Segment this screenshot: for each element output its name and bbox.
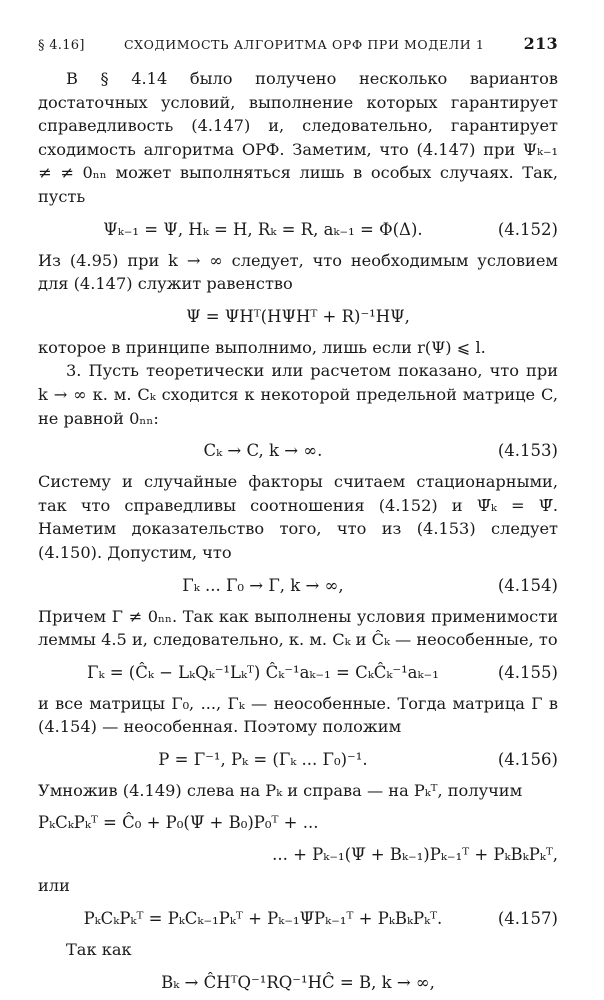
equation-expression: Cₖ → C, k → ∞. [203, 441, 323, 461]
paragraph: или [38, 876, 70, 896]
page-number: 213 [523, 34, 558, 53]
equation-4-153 [38, 440, 558, 462]
equation-number: (4.154) [497, 575, 558, 595]
equation-expression: PₖCₖPₖᵀ = PₖCₖ₋₁Pₖᵀ + Pₖ₋₁Ψ̅Pₖ₋₁ᵀ + PₖBₖPₖᵀ. [83, 909, 443, 929]
equation-expression: P = Γ⁻¹, Pₖ = (Γₖ ... Γ₀)⁻¹. [158, 749, 368, 769]
equation-expression: PₖCₖPₖᵀ = Ĉ₀ + P₀(Ψ̅ + B₀)P₀ᵀ + ... [38, 813, 319, 833]
equation-number: (4.153) [497, 441, 558, 461]
equation-expression: Ψ = ΨHᵀ(HΨHᵀ + R)⁻¹HΨ, [186, 306, 410, 326]
equation-4-152 [38, 219, 558, 241]
equation-limit-b [38, 972, 558, 994]
equation-number: (4.157) [497, 909, 558, 929]
equation-number: (4.156) [497, 749, 558, 769]
equation-expression: Γₖ ... Γ₀ → Γ, k → ∞, [182, 575, 344, 595]
paragraph: Причем Γ ≠ 0ₙₙ. Так как выполнены условия применимости леммы 4.5 и, следовательно, к. м. Cₖ и Ĉₖ — неособенные, то [38, 606, 558, 650]
running-header [38, 34, 558, 53]
equation-4-157 [38, 908, 558, 930]
running-title: СХОДИМОСТЬ АЛГОРИТМА ОРФ ПРИ МОДЕЛИ 1 [124, 37, 485, 52]
equation-4-155 [38, 662, 558, 684]
equation-number: (4.155) [497, 662, 558, 682]
equation-psi [38, 306, 558, 328]
paragraph: и все матрицы Γ₀, ..., Γₖ — неособенные. Тогда матрица Γ в (4.154) — неособенная. Поэтому положим [38, 693, 558, 737]
equation-expression: Ψₖ₋₁ = Ψ, Hₖ = H, Rₖ = R, aₖ₋₁ = Φ(Δ). [103, 219, 423, 239]
equation-expression: ... + Pₖ₋₁(Ψ̅ + Bₖ₋₁)Pₖ₋₁ᵀ + PₖBₖPₖᵀ, [272, 845, 558, 865]
equation-expression: Bₖ → ĈHᵀQ⁻¹RQ⁻¹HĈ = B, k → ∞, [161, 972, 435, 992]
equation-long-line-1 [38, 812, 558, 834]
paragraph: В § 4.14 было получено несколько вариантов достаточных условий, выполнение которых гарантирует справедливость (4.147) и, следовательно, гарантирует сходимость алгоритма ОРФ. Заметим, что (4.147) при Ψₖ₋₁ ≠ ≠ 0ₙₙ может выполняться лишь в особых случаях. Так, пусть [38, 69, 558, 206]
paragraph: Так как [66, 940, 132, 960]
equation-4-156 [38, 749, 558, 771]
paragraph: 3. Пусть теоретически или расчетом показано, что при k → ∞ к. м. Cₖ сходится к некоторой предельной матрице C, не равной 0ₙₙ: [38, 361, 558, 428]
paragraph: которое в принципе выполнимо, лишь если r(Ψ) ⩽ l. [38, 337, 486, 357]
paragraph: Умножив (4.149) слева на Pₖ и справа — на Pₖᵀ, получим [38, 780, 523, 800]
equation-long-line-2 [38, 844, 558, 866]
section-ref: § 4.16] [38, 38, 85, 53]
equation-expression: Γₖ = (Ĉₖ − LₖQₖ⁻¹Lₖᵀ) Ĉₖ⁻¹aₖ₋₁ = CₖĈₖ⁻¹aₖ₋₁ [87, 662, 439, 682]
paragraph: Из (4.95) при k → ∞ следует, что необходимым условием для (4.147) служит равенство [38, 250, 558, 294]
equation-4-154 [38, 575, 558, 597]
equation-number: (4.152) [497, 219, 558, 239]
paragraph: Систему и случайные факторы считаем стационарными, так что справедливы соотношения (4.152) и Ψ̅ₖ = Ψ̅. Наметим доказательство того, что из (4.153) следует (4.150). Допустим, что [38, 472, 558, 562]
